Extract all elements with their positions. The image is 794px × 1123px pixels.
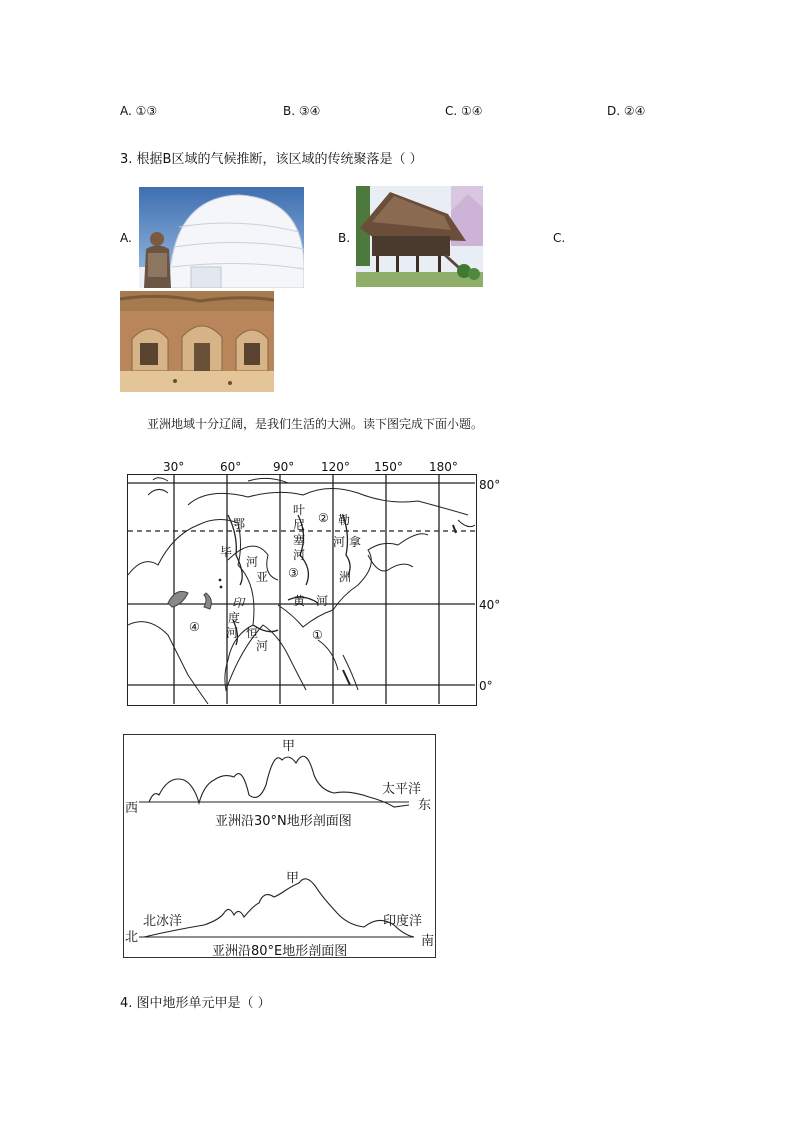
river-lena-char-3: 河 — [333, 535, 346, 549]
profile2-arctic-label: 北冰洋 — [143, 914, 183, 929]
profile2-indian-label: 印度洋 — [383, 914, 423, 929]
profile2-caption: 亚洲沿80°E地形剖面图 — [212, 944, 348, 959]
marker-1: ① — [312, 628, 323, 642]
asia-char-2: 洲 — [339, 570, 352, 584]
lon-label-150: 150° — [374, 460, 403, 474]
river-lena-char-1: 勒 — [338, 513, 351, 527]
river-ob-char-2: 毕 — [220, 545, 233, 559]
river-lena-char-2: 拿 — [349, 535, 362, 549]
marker-4: ④ — [189, 620, 200, 634]
option-d[interactable]: D. ②④ — [607, 104, 646, 118]
profile-box — [123, 734, 436, 958]
lon-label-180: 180° — [429, 460, 458, 474]
lat-label-40: 40° — [479, 598, 501, 612]
profile2-north-label: 北 — [125, 930, 139, 945]
profile1-caption: 亚洲沿30°N地形剖面图 — [215, 814, 352, 829]
q3-option-a-label[interactable]: A. — [120, 231, 132, 245]
profile1-east-label: 东 — [418, 798, 432, 813]
stilt-house-photo — [356, 186, 483, 287]
profile1-pacific-label: 太平洋 — [382, 782, 422, 797]
lon-label-60: 60° — [220, 460, 242, 474]
asia-map — [127, 474, 477, 706]
question-4-stem: 4. 图中地形单元甲是（ ） — [120, 996, 271, 1011]
lon-label-90: 90° — [273, 460, 295, 474]
river-huang-char: 黄 — [293, 594, 306, 608]
asia-char-1: 亚 — [256, 570, 269, 584]
river-yenisei-char-2: 尼 — [293, 518, 306, 532]
river-yenisei-char-3: 塞 — [293, 533, 306, 547]
river-ganges-char-1: 恒 — [246, 626, 259, 640]
marker-3: ③ — [288, 566, 299, 580]
cave-dwelling-photo — [120, 291, 274, 392]
river-ob-char-3: 河 — [246, 555, 259, 569]
intro-text: 亚洲地域十分辽阔，是我们生活的大洲。读下图完成下面小题。 — [147, 417, 484, 431]
profile1-peak-label: 甲 — [282, 739, 296, 754]
lon-label-120: 120° — [321, 460, 350, 474]
river-ganges-char-2: 河 — [256, 639, 269, 653]
river-indus-char-1: 印 — [232, 596, 245, 610]
q3-option-b-label[interactable]: B. — [338, 231, 351, 245]
lat-label-0: 0° — [479, 679, 493, 693]
river-huang-he-char: 河 — [316, 594, 329, 608]
profile2-south-label: 南 — [421, 934, 435, 949]
profile1-west-label: 西 — [125, 801, 139, 816]
lat-label-80: 80° — [479, 478, 501, 492]
marker-2: ② — [318, 511, 329, 525]
river-yenisei-char-4: 河 — [293, 548, 306, 562]
profile2-peak-label: 甲 — [286, 871, 300, 886]
option-b[interactable]: B. ③④ — [283, 104, 321, 118]
river-indus-char-2: 度 — [228, 611, 241, 625]
river-ob-char-1: 鄂 — [233, 517, 246, 531]
river-indus-char-3: 河 — [226, 626, 239, 640]
river-yenisei-char-1: 叶 — [293, 503, 306, 517]
question-3-stem: 3. 根据B区域的气候推断，该区域的传统聚落是（ ） — [120, 152, 423, 167]
q3-option-c-label[interactable]: C. — [553, 231, 566, 245]
lon-label-30: 30° — [163, 460, 185, 474]
option-c[interactable]: C. ①④ — [445, 104, 483, 118]
option-a[interactable]: A. ①③ — [120, 104, 158, 118]
igloo-photo — [139, 187, 304, 288]
